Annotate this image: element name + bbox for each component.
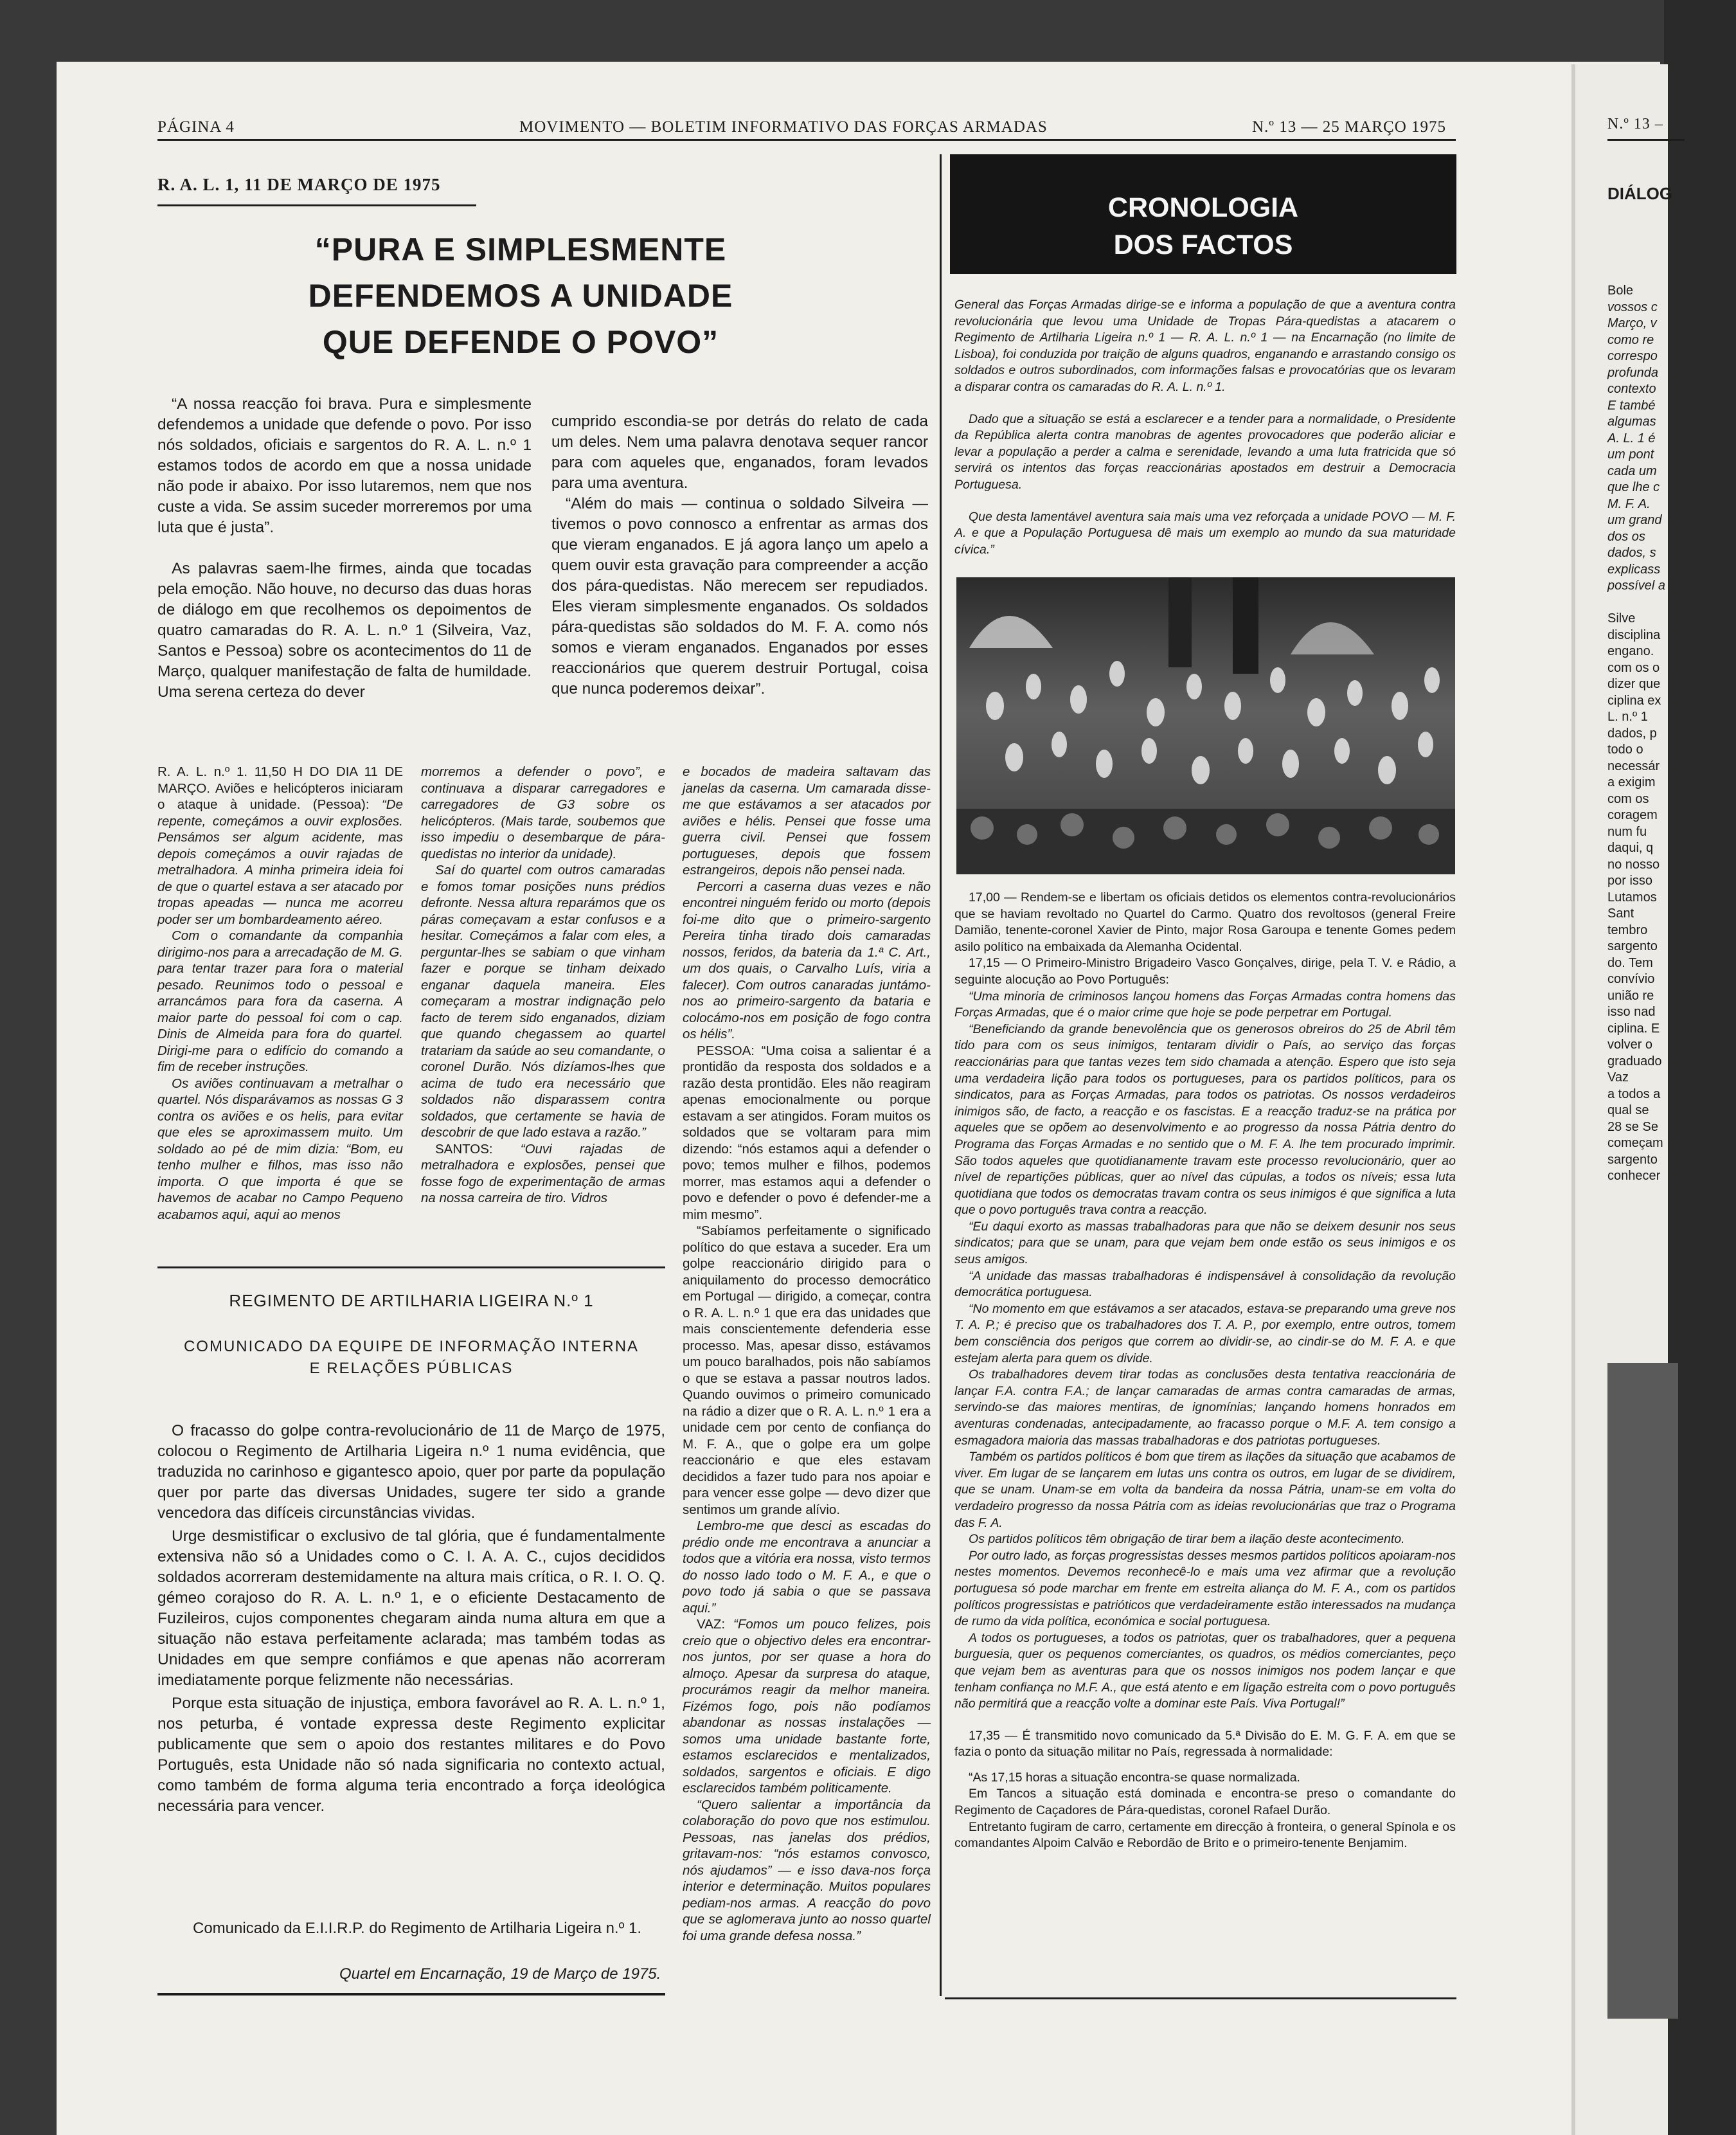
cronologia-entry: “Uma minoria de criminosos lançou homens das Forças Armadas contra homens das Forças Armadas, que é o maior crime que hoje se pode perpetrar em Portugal. [954, 989, 1456, 1020]
testimony-paragraph [421, 1141, 665, 1207]
testimony-text: Os aviões continuavam a metralhar o quartel. Nós disparávamos as nossas G 3 contra os aviões e os helis, para evitar que eles se aproximassem muito. Um soldado ao pé de mim dizia: “Bom, eu tenho mulher e filhos, mas isso não importa. O que importa é que se havemos de acabar no Campo Pequeno acabamos aqui, aqui ao menos [157, 1076, 403, 1222]
page-number: PÁGINA 4 [157, 118, 235, 136]
title-line: “PURA E SIMPLESMENTE [314, 231, 727, 267]
facing-line: possível a [1607, 579, 1666, 593]
facing-line: Sant [1607, 906, 1634, 921]
facing-line: qual se [1607, 1103, 1649, 1117]
subtitle-line: COMUNICADO DA EQUIPE DE INFORMAÇÃO INTERNA [183, 1338, 640, 1355]
facing-line: isso nad [1607, 1005, 1656, 1019]
crowd-photo [956, 577, 1455, 874]
testimony-text: “Uma coisa a salientar é a prontidão da resposta dos soldados e a razão desta prontidão. Eles não reagiram apenas emocionalmente ou porque estavam a ser atingidos. Foram muitos os soldados que se voltaram para mim dizendo: “nós estamos aqui a defender o povo; temos mulher e filhos, podemos morrer, mas estamos aqui a defender o povo e defender o povo é defender-me a mim mesmo”. [683, 1043, 931, 1222]
regimento-body [157, 1421, 665, 1817]
cronologia-entry: “Beneficiando da grande benevolência que os generosos obreiros do 25 de Abril têm tido para com os seus inimigos, tentaram dividir o País, ao serviço das forças reaccionárias para que tantas vezes tem sido chamada a atenção. Espero que isto seja uma verdadeira lição para todos os portugueses, para os partidos políticos, para os sindicatos, para as Forças Armadas, para todos os patriotas. Os nossos verdadeiros inimigos são, de facto, a reacção e os fascistas. E a reacção traduz-se na prática por aqueles que se opõem ao desenvolvimento e ao progresso da nossa Pátria dentro do Programa das Forças Armadas e no sentido que o M. F. A. lhe tem procurado imprimir. São todos aqueles que quotidianamente travam este processo revolucionário, quer ao nível de repartições públicas, quer ao nível das cúpulas, a todos os níveis; essa luta quotidiana que todos os democratas travam contra os seus inimigos é que significa a luta que o povo português trava contra a reacção. [954, 1022, 1456, 1218]
facing-line: daqui, q [1607, 841, 1654, 855]
facing-line: correspo [1607, 349, 1658, 363]
testimony-text: “Quero salientar a importância da colaboração do povo que nos estimulou. Pessoas, nas janelas dos prédios, gritavam-nos: “nós estamos convosco, nós ajudamos” — e isso dava-nos força interior e determinação. Muitos populares pediam-nos armas. A reacção do povo que se aglomerava junto ao nosso quartel foi uma grande defesa nossa.” [683, 1797, 931, 1943]
facing-line: no nosso [1607, 857, 1660, 872]
facing-heading: DIÁLOG [1607, 184, 1673, 203]
facing-line: algumas [1607, 415, 1656, 429]
cronologia-entry: 17,00 — Rendem-se e libertam os oficiais detidos os elementos contra-revolucionários que se haviam revoltado no Quartel do Carmo. Quatro dos revoltosos (general Freire Damião, tenente-coronel Xavier de Pinto, major Rosa Garoupa e tenente Gomes pedem asilo político na embaixada da Alemanha Ocidental. [954, 890, 1456, 954]
facing-line: ciplina ex [1607, 693, 1661, 708]
intro-paragraph: “Além do mais — continua o soldado Silveira — tivemos o povo connosco a enfrentar as armas dos que vieram enganados. E já agora lanço um apelo a quem ouvir esta gravação para compreender a acção dos pára-quedistas. Não merecem ser repudiados. Eles vieram simplesmente enganados. Os soldados pára-quedistas são soldados do M. F. A. como nós somos e vieram enganados. Enganados por esses reaccionários que querem destruir Portugal, coisa que nunca poderemos deixar”. [551, 495, 928, 698]
facing-page [1571, 64, 1673, 2135]
regimento-dateline: Quartel em Encarnação, 19 de Março de 1975. [339, 1965, 661, 1983]
facing-line: sargento [1607, 939, 1658, 953]
facing-line: explicass [1607, 562, 1661, 577]
facing-line: Vaz [1607, 1070, 1629, 1085]
regimento-paragraph: Porque esta situação de injustiça, embora favorável ao R. A. L. n.º 1, nos peturba, é vontade expressa deste Regimento explicitar publicamente que sem o apoio dos restantes militares e do Povo Português, esta Unidade não só nada significaria no contexto actual, como também de forma alguma teria encontrado a força ideológica necessária para vencer. [157, 1695, 665, 1815]
regimento-paragraph: O fracasso do golpe contra-revolucionário de 11 de Março de 1975, colocou o Regimento de Artilharia Ligeira n.º 1 numa evidência, que traduzida no carinhoso e gigantesco apoio, quer por parte da população quer por parte das diversas Unidades, sugere ter sido a grande vencedora das difíceis circunstâncias vividas. [157, 1422, 665, 1522]
facing-line: com os o [1607, 660, 1660, 675]
column-divider [940, 154, 942, 1996]
facing-line: união re [1607, 988, 1654, 1003]
facing-line: E també [1607, 398, 1656, 413]
testimony-text: Percorri a caserna duas vezes e não encontrei ninguém ferido ou morto (depois foi-me dito que o primeiro-sargento Pereira tinha tirado dois camaradas nossos, feridos, da bateria da 1.ª C. Art., um dos quais, o Carvalho Luís, viria a falecer). Com outros canaradas juntámo-nos ao primeiro-sargento da bataria e colocámo-nos em posição de fogo contra os hélis”. [683, 879, 931, 1041]
facing-line: conhecer [1607, 1169, 1661, 1183]
testimony-paragraph [157, 764, 403, 928]
testimony-paragraph [421, 764, 665, 862]
regimento-top-rule [157, 1266, 665, 1268]
facing-line: vossos c [1607, 300, 1658, 314]
facing-line: sargento [1607, 1152, 1658, 1167]
facing-line: dos os [1607, 529, 1645, 544]
facing-page-issue: N.º 13 – [1607, 116, 1663, 132]
facing-line: a todos a [1607, 1086, 1661, 1101]
facing-line: por isso [1607, 874, 1653, 888]
cronologia-entry: 17,15 — O Primeiro-Ministro Brigadeiro Vasco Gonçalves, dirige, pela T. V. e Rádio, a seguinte alocução ao Povo Português: [954, 956, 1456, 987]
regimento-paragraph: Urge desmistificar o exclusivo de tal glória, que é fundamentalmente extensiva não só a Unidades como o C. I. A. A. C., cujos decididos soldados acorreram destemidamente na altura mais crítica, o R. I. O. Q. gémeo corajoso do R. A. L. n.º 1, e o eficiente Destacamento de Fuzileiros, cujos componentes chegaram ainda numa altura em que a situação não estava perfeitamente aclarada; mas também todas as Unidades em que sempre confiámos e que apenas não acorreram imediatamente porque felizmente não necessárias. [157, 1527, 665, 1689]
testimony-text: Com o comandante da companhia dirigimo-nos para a arrecadação de M. G. para tentar trazer para fora o material pesado. Reunimos todo o pessoal e arrancámos para fora da caserna. A maior parte do pessoal foi com o cap. Dinis de Almeida para fora do quartel. Dirigi-me para o edifício do comando a fim de receber instruções. [157, 928, 403, 1074]
testimony-paragraph [157, 1076, 403, 1223]
cronologia-entry: Em Tancos a situação está dominada e encontra-se preso o comandante do Regimento de Caçadores de Pára-quedistas, coronel Rafael Durão. [954, 1787, 1456, 1818]
testimony-column-3 [683, 764, 931, 1944]
testimony-paragraph [683, 1797, 931, 1945]
testimony-paragraph [683, 1616, 931, 1797]
facing-column [1607, 283, 1736, 1185]
cronologia-bottom-rule [945, 1997, 1456, 1999]
facing-line: que lhe c [1607, 480, 1660, 494]
cronologia-intro-paragraph: General das Forças Armadas dirige-se e informa a população de que a aventura contra revolucionária que levou uma Unidade de Tropas Pára-quedistas a atacarem o Regimento de Artilharia Ligeira n.º 1 — R. A. L. n.º 1 — na Encarnação (no limite de Lisboa), foi conduzida por traição de alguns quadros, enganando e arrastando consigo os soldados e outros subordinados, com informações falsas e provocatórias que os levaram a disparar contra os camaradas do R. A. L. n.º 1. [954, 298, 1456, 394]
testimony-text: Lembro-me que desci as escadas do prédio onde me encontrava a anunciar a todos que a vitória era nossa, visto termos do nosso lado todo o M. F. A., e que o povo todo já sabia o que se passava aqui.” [683, 1518, 931, 1616]
banner-line: CRONOLOGIA [1107, 192, 1299, 223]
testimony-speaker: R. A. L. n.º 1. 11,50 H DO DIA 11 DE MARÇO. Aviões e helicópteros iniciaram o ataque à unidade. (Pessoa): [157, 764, 403, 812]
subtitle-line: E RELAÇÕES PÚBLICAS [309, 1360, 514, 1377]
facing-line: necessár [1607, 759, 1660, 773]
intro-paragraph: cumprido escondia-se por detrás do relato de cada um deles. Nem uma palavra denotava sequer rancor para com aqueles que, enganados, foram levados para uma aventura. [551, 413, 928, 492]
cronologia-entry: “No momento em que estávamos a ser atacados, estava-se preparando uma greve nos T. A. P.; é preciso que os trabalhadores dos T. A. P., por exemplo, entre outros, tomem bem consciência dos perigos que correm ao dividir-se, ao cindir-se do M. F. A. e que estejam alerta para quem os divide. [954, 1301, 1456, 1365]
facing-line: A. L. 1 é [1607, 431, 1656, 446]
facing-line: como re [1607, 332, 1654, 347]
facing-line: a exigim [1607, 775, 1656, 789]
facing-line: começam [1607, 1136, 1663, 1150]
cronologia-entry: Por outro lado, as forças progressistas desses mesmos partidos políticos apoiaram-nos nestes momentos. Devemos reconhecê-lo e mais uma vez afirmar que a revolução portuguesa só pode marchar em frente em estreita aliança do M. F. A., com os partidos políticos progressistas e patrióticos que verdadeiramente estão interessados na mudança de rumo da vida política, económica e social portuguesa. [954, 1548, 1456, 1629]
testimony-paragraph [683, 764, 931, 879]
testimony-text: morremos a defender o povo”, e continuava a disparar carregadores e carregadores de G3 sobre os helicópteros. (Mais tarde, soubemos que isso impediu o desembarque de pára-quedistas no interior da unidade). [421, 764, 665, 861]
facing-photo [1607, 1363, 1678, 2019]
facing-line: coragem [1607, 808, 1658, 822]
testimony-column-1 [157, 764, 403, 1223]
title-line: DEFENDEMOS A UNIDADE [308, 278, 733, 314]
cronologia-intro [954, 297, 1456, 558]
article-title [270, 226, 771, 365]
testimony-text: “Sabíamos perfeitamente o significado político do que estava a suceder. Era um golpe reaccionário dirigido para o aniquilamento do processo democrático em Portugal — dirigido, a começar, contra o R. A. L. n.º 1 que era das unidades que mais conscientemente defenderia esse processo. Mas, apesar disso, estávamos um pouco baralhados, pois não sabíamos o que se estava a passar noutros lados. Quando ouvimos o primeiro comunicado na rádio a dizer que o R. A. L. n.º 1 era a unidade cem por cento de confiança do M. F. A., que o golpe era um golpe reaccionário e que eles estavam decididos a fazer tudo para nos apoiar e para vencer esse golpe — devo dizer que sentimos um grande alívio. [683, 1223, 931, 1517]
facing-line: dados, s [1607, 546, 1656, 560]
intro-column-2 [551, 411, 928, 699]
intro-paragraph: “A nossa reacção foi brava. Pura e simplesmente defendemos a unidade que defende o povo. Por isso nós soldados, oficiais e sargentos do R. A. L. n.º 1 estamos todos de acordo em que a nossa unidade não pode ir abaixo. Por isso lutaremos, nem que nos custe a vida. Se assim suceder morreremos por uma luta que é justa”. [157, 395, 532, 536]
facing-rule [1607, 139, 1685, 141]
testimony-text: “De repente, começámos a ouvir explosões. Pensámos ser algum acidente, mas depois começámos a ouvir rajadas de metralhadora. A minha primeira ideia foi de que o quartel estava a ser atacado por tropas apeadas — nunca me acorreu poder ser um bombardeamento aéreo. [157, 797, 403, 927]
intro-paragraph: As palavras saem-lhe firmes, ainda que tocadas pela emoção. Não houve, no decurso das duas horas de diálogo em que recolhemos os depoimentos de quatro camaradas do R. A. L. n.º 1 (Silveira, Vaz, Santos e Pessoa) sobre os acontecimentos do 11 de Março, qualquer manifestação de falta de humildade. Uma serena certeza do dever [157, 560, 532, 701]
testimony-paragraph [683, 1518, 931, 1616]
testimony-speaker: SANTOS: [435, 1141, 493, 1157]
facing-line: M. F. A. [1607, 496, 1651, 511]
cronologia-entries [954, 890, 1456, 1852]
cronologia-entry: Entretanto fugiram de carro, certamente em direcção à fronteira, o general Spínola e os comandantes Alpoim Calvão e Rebordão de Brito e o primeiro-tenente Benjamim. [954, 1819, 1456, 1851]
testimony-paragraph [683, 1043, 931, 1223]
testimony-text: Saí do quartel com outros camaradas e fomos tomar posições nuns prédios defronte. Nessa altura reparámos que os páras começavam a estar confusos e a hesitar. Começámos a falar com eles, a perguntar-lhes se sabiam o que vinham fazer e porque se tinham deixado enganar daquela maneira. Eles começaram a mostrar indignação pelo facto de terem sido enganados, diziam que quando chegassem ao quartel tratariam da saúde ao seu comandante, o coronel Durão. Nós dizíamos-lhes que acima de tudo era necessário que soldados não disparassem contra soldados, que certamente se havia de descobrir de que lado estava a razão.” [421, 863, 665, 1140]
cronologia-entry: Os partidos políticos têm obrigação de tirar bem a ilação deste acontecimento. [969, 1532, 1405, 1547]
cronologia-entry: Os trabalhadores devem tirar todas as conclusões desta tentativa reaccionária de lançar F.A. contra F.A.; de lançar camaradas de armas contra camaradas de armas, servindo-se das maiores mentiras, de ignomínias; lançando homens honrados em aventuras condenadas, antecipadamente, ao fracasso porque o M.F. A. tem consigo a esmagadora maioria das massas trabalhadoras e dos patriotas portugueses. [954, 1367, 1456, 1448]
facing-line: do. Tem [1607, 955, 1653, 970]
facing-line: Março, v [1607, 316, 1657, 330]
issue-date: N.º 13 — 25 MARÇO 1975 [1252, 118, 1446, 136]
cronologia-entry: “As 17,15 horas a situação encontra-se quase normalizada. [969, 1770, 1300, 1785]
regimento-subtitle [157, 1336, 665, 1380]
cronologia-entry: Também os partidos políticos é bom que tirem as ilações da situação que acabamos de viver. Em lugar de se lançarem em lutas uns contra os outros, em lugar de se dividirem, que se unam. Unam-se em volta da bandeira da nossa Pátria, unam-se em volta do verdadeiro progresso da nossa Pátria com as ideias revolucionárias que traz o Programa das F. A. [954, 1450, 1456, 1530]
facing-line: contexto [1607, 382, 1656, 396]
facing-line: cada um [1607, 464, 1657, 478]
facing-line: engano. [1607, 644, 1654, 658]
facing-line: um pont [1607, 447, 1654, 462]
facing-line: graduado [1607, 1054, 1662, 1068]
regimento-signature: Comunicado da E.I.I.R.P. do Regimento de Artilharia Ligeira n.º 1. [193, 1920, 642, 1937]
cronologia-entry: A todos os portugueses, a todos os patriotas, quer os trabalhadores, quer a pequena burguesia, quer os pequenos comerciantes, os quadros, os médios comerciantes, peço que vejam bem as aventuras para que os nossos inimigos nos podem lançar e que tenham confiança no M.F. A., que está atento e em ligação estreita com o povo português não permitirá que a reacção volte a dominar este País. Viva Portugal!” [954, 1630, 1456, 1711]
facing-line: Bole [1607, 284, 1634, 298]
cronologia-banner [950, 154, 1456, 274]
cronologia-intro-paragraph: Dado que a situação se está a esclarecer e a tender para a normalidade, o Presidente da República alerta contra manobras de agentes provocadores que poderão aliciar e levar a população a perder a calma e serenidade, levando a uma luta fratricida que só servirá os intentos das forças reaccionárias apostados em destruir a Democracia Portuguesa. [954, 411, 1456, 492]
cronologia-entry: “A unidade das massas trabalhadoras é indispensável à consolidação da revolução democrática portuguesa. [954, 1268, 1456, 1300]
testimony-paragraph [683, 879, 931, 1043]
facing-line: 28 se Se [1607, 1119, 1658, 1134]
facing-line: dados, p [1607, 726, 1657, 741]
testimony-paragraph [421, 862, 665, 1141]
crowd-photo-image [956, 577, 1455, 874]
cronologia-intro-paragraph: Que desta lamentável aventura saia mais uma vez reforçada a unidade POVO — M. F. A. e que a População Portuguesa dê mais um exemplo ao mundo da sua maturidade cívica.” [954, 509, 1456, 557]
title-line: QUE DEFENDE O POVO” [322, 324, 719, 360]
testimony-text: “Ouvi rajadas de metralhadora e explosões, pensei que fosse fogo de experimentação de armas na nossa carreira de tiro. Vidros [421, 1141, 665, 1205]
facing-line: L. n.º 1 [1607, 710, 1648, 724]
testimony-speaker: PESSOA: [697, 1043, 755, 1058]
testimony-text: e bocados de madeira saltavam das janelas da caserna. Um camarada disse-me que estávamos a ser atacados por aviões e hélis. Pensei que fosse uma guerra civil. Pensei que fossem portugueses, depois que fossem estrangeiros, depois não pensei nada. [683, 764, 931, 878]
testimony-text: “Fomos um pouco felizes, pois creio que o objectivo deles era encontrar-nos juntos, por ser quase a hora do almoço. Apesar da surpresa do ataque, procurámos reagir da melhor maneira. Fizémos fogo, pois não podíamos abandonar as nossas instalações — somos uma unidade bastante forte, estamos esclarecidos e mentalizados, soldados, sargentos e oficiais. E digo esclarecidos também politicamente. [683, 1617, 931, 1796]
facing-line: ciplina. E [1607, 1021, 1660, 1036]
regimento-bottom-rule [157, 1993, 665, 1995]
header-rule [157, 139, 1456, 141]
facing-line: profunda [1607, 365, 1658, 380]
publication-title: MOVIMENTO — BOLETIM INFORMATIVO DAS FORÇAS ARMADAS [519, 118, 1048, 136]
testimony-paragraph [157, 928, 403, 1076]
facing-line: disciplina [1607, 627, 1661, 642]
facing-line: um grand [1607, 513, 1662, 527]
facing-line: Lutamos [1607, 890, 1657, 905]
testimony-speaker: VAZ: [697, 1617, 726, 1632]
banner-line: DOS FACTOS [1113, 230, 1293, 260]
article-dateline: R. A. L. 1, 11 DE MARÇO DE 1975 [157, 175, 441, 194]
dateline-rule [157, 204, 476, 206]
facing-line: todo o [1607, 743, 1643, 757]
cronologia-entry: “Eu daqui exorto as massas trabalhadoras para que não se deixem desunir nos seus sindicatos; para que se unam, para que vejam bem onde estão os seus inimigos e os seus amigos. [954, 1219, 1456, 1267]
facing-line: num fu [1607, 824, 1647, 839]
testimony-column-2 [421, 764, 665, 1207]
testimony-paragraph [683, 1223, 931, 1518]
facing-line: volver o [1607, 1038, 1653, 1052]
intro-column-1 [157, 394, 532, 703]
facing-line: dizer que [1607, 677, 1661, 691]
cronologia-entry: 17,35 — É transmitido novo comunicado da 5.ª Divisão do E. M. G. F. A. em que se fazia o ponto da situação militar no País, regressada à normalidade: [954, 1728, 1456, 1760]
facing-line: convívio [1607, 972, 1655, 986]
facing-line: com os [1607, 791, 1649, 806]
facing-line: Silve [1607, 611, 1636, 626]
regimento-title: REGIMENTO DE ARTILHARIA LIGEIRA N.º 1 [229, 1291, 594, 1310]
facing-line [1607, 595, 1736, 611]
facing-line: tembro [1607, 923, 1648, 937]
